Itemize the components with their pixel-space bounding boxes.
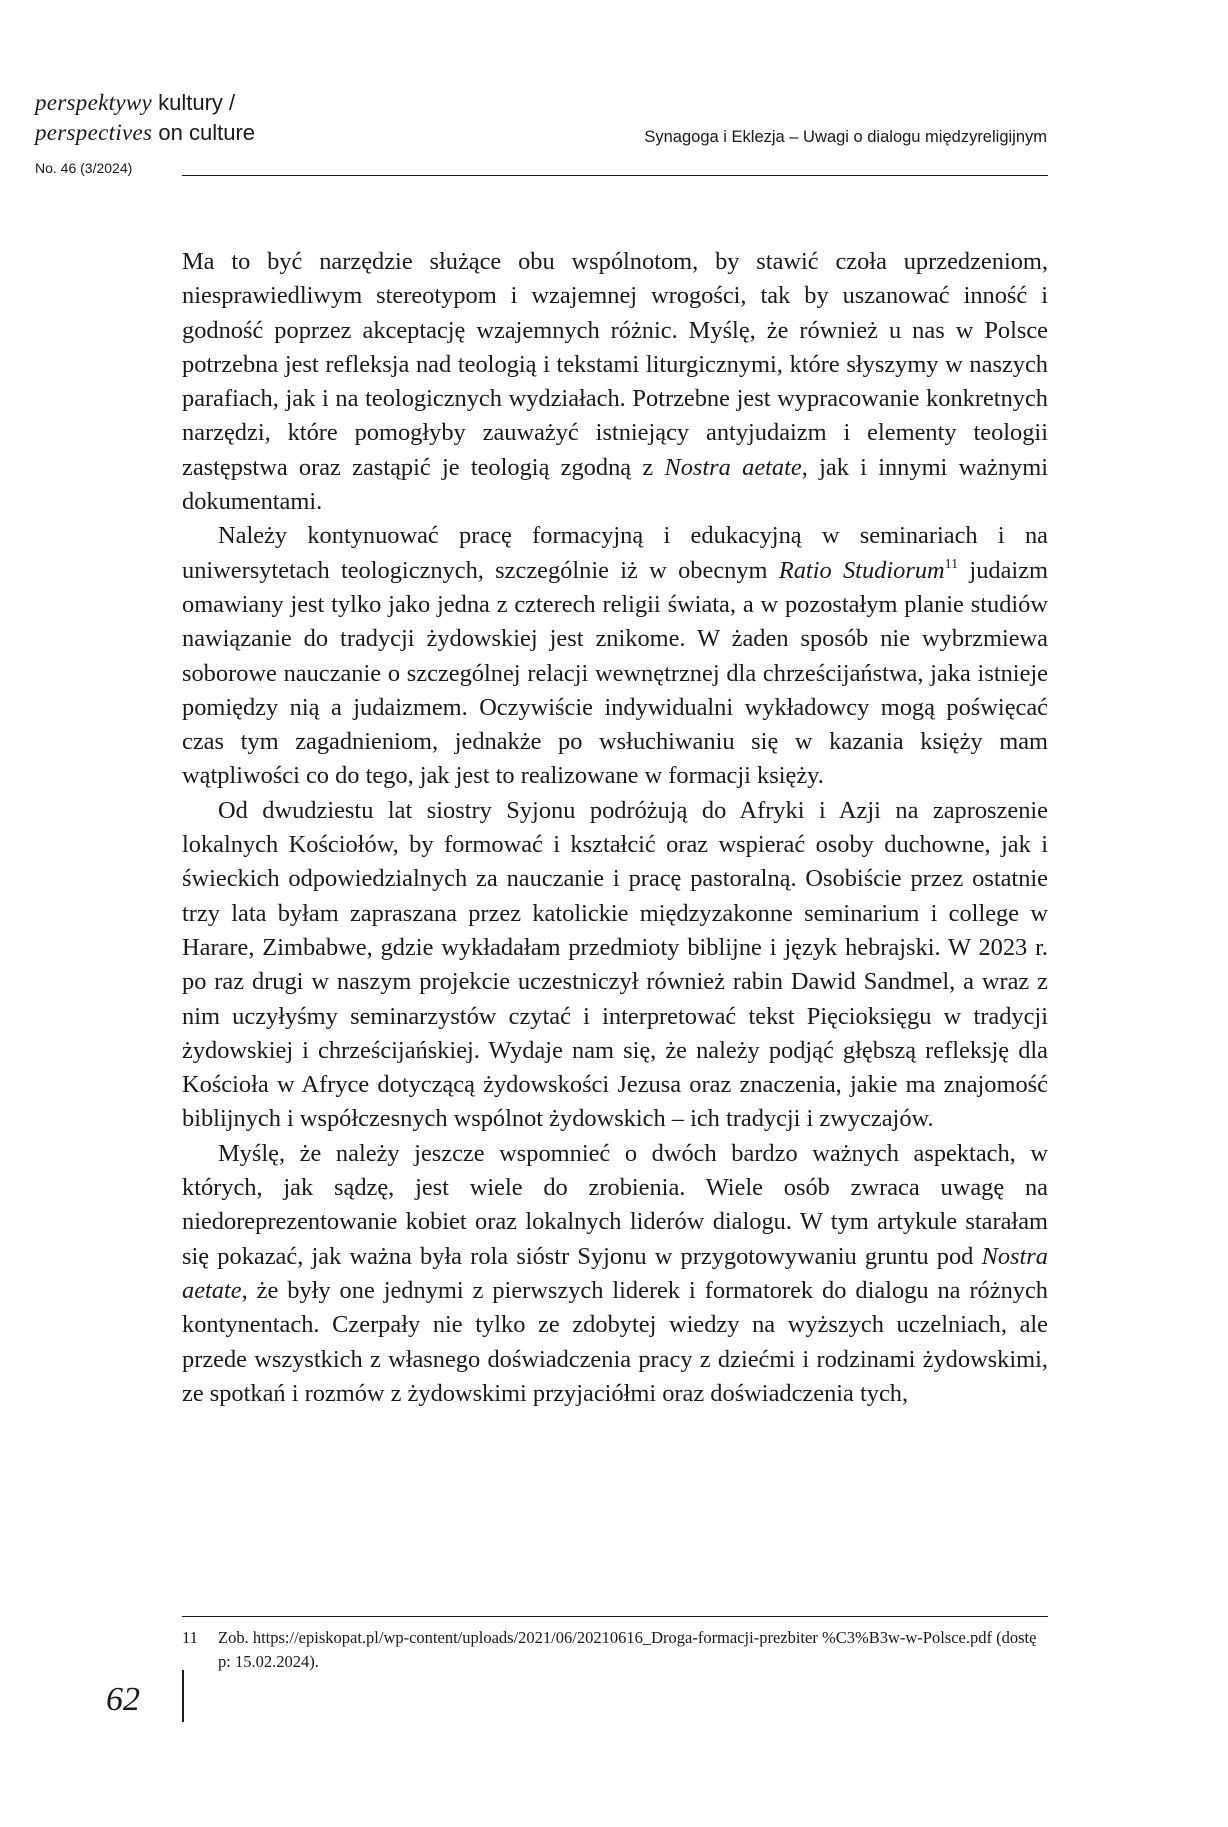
paragraph-4: [182, 1137, 1048, 1411]
page-number-divider: [182, 1670, 184, 1722]
header-rule: [182, 175, 1048, 176]
journal-masthead: [35, 88, 256, 176]
journal-title-pl: [35, 88, 255, 118]
journal-title-pl-rest: kultury /: [151, 90, 236, 115]
journal-title-en-rest: on culture: [152, 120, 256, 145]
footnote: [182, 1626, 1048, 1674]
paragraph-2-emphasis: Ratio Studiorum: [778, 556, 945, 584]
paragraph-1-emphasis: Nostra aetate: [664, 453, 802, 481]
journal-title-en: [35, 118, 255, 148]
paragraph-1: [182, 245, 1048, 519]
footnote-rule: [182, 1616, 1048, 1617]
paragraph-3: Od dwudziestu lat siostry Syjonu podróżują do Afryki i Azji na zaproszenie lokalnych Kościołów, by formować i kształcić oraz wspierać osoby duchowne, jak i świeckich odpowiedzialnych za nauczanie i pracę pastoralną. Osobiście przez ostatnie trzy lata byłam zapraszana przez katolickie międzyzakonne seminarium i college w Harare, Zimbabwe, gdzie wykładałam przedmioty biblijne i język hebrajski. W 2023 r. po raz drugi w naszym projekcie uczestniczył również rabin Dawid Sandmel, a wraz z nim uczyłyśmy seminarzystów czytać i interpretować tekst Pięcioksięgu w tradycji żydowskiej i chrześcijańskiej. Wydaje nam się, że należy podjąć głębszą refleksję dla Kościoła w Afryce dotyczącą żydowskości Jezusa oraz znaczenia, jakie ma znajomość biblijnych i współczesnych wspólnot żydowskich – ich tradycji i zwyczajów.: [182, 796, 1048, 1133]
paragraph-2-text-a: Należy kontynuować pracę formacyjną i edukacyjną w seminariach i na uniwersytetach teologicznych, szczególnie iż w obecnym: [182, 522, 1048, 584]
footnote-reference[interactable]: 11: [944, 556, 959, 572]
issue-number: No. 46 (3/2024): [35, 160, 133, 176]
paragraph-4-text-b: , że były one jednymi z pierwszych liderek i formatorek do dialogu na różnych kontynentach. Czerpały nie tylko ze zdobytej wiedzy na wyższych uczelniach, ale przede wszystkich z własnego doświadczenia pracy z dziećmi i rodzinami żydowskimi, ze spotkań i rozmów z żydowskimi przyjaciółmi oraz doświadczenia tych,: [182, 1276, 1048, 1407]
page-number: 62: [106, 1681, 140, 1718]
footnote-number: 11: [182, 1628, 198, 1647]
journal-title-pl-script: perspektywy: [35, 90, 152, 115]
journal-title-en-script: perspectives: [35, 120, 153, 145]
paragraph-4-emphasis: Nostra aetate: [182, 1242, 1048, 1304]
footnote-text: Zob. https://episkopat.pl/wp-content/uploads/2021/06/20210616_Droga-formacji-prezbiter %C3%B3w-w-Polsce.pdf (dostęp: 15.02.2024).: [218, 1628, 1037, 1671]
paragraph-1-text-b: , jak i innymi ważnymi dokumentami.: [182, 453, 1048, 516]
article-body: [182, 245, 1048, 1411]
paragraph-1-text-a: Ma to być narzędzie służące obu wspólnotom, by stawić czoła uprzedzeniom, niesprawiedliwym stereotypom i wzajemnej wrogości, tak by uszanować inność i godność poprzez akceptację wzajemnych różnic. Myślę, że również u nas w Polsce potrzebna jest refleksja nad teologią i tekstami liturgicznymi, które słyszymy w naszych parafiach, jak i na teologicznych wydziałach. Potrzebne jest wypracowanie konkretnych narzędzi, które pomogłyby zauważyć istniejący antyjudaizm i elementy teologii zastępstwa oraz zastąpić je teologią zgodną z: [182, 248, 1048, 481]
running-title: Synagoga i Eklezja – Uwagi o dialogu międzyreligijnym: [644, 128, 1047, 146]
paragraph-4-text-a: Myślę, że należy jeszcze wspomnieć o dwóch bardzo ważnych aspektach, w których, jak sądzę, jest wiele do zrobienia. Wiele osób zwraca uwagę na niedoreprezentowanie kobiet oraz lokalnych liderów dialogu. W tym artykule starałam się pokazać, jak ważna była rola sióstr Syjonu w przygotowywaniu gruntu pod: [182, 1139, 1048, 1270]
paragraph-2: [182, 519, 1048, 793]
paragraph-2-text-b: judaizm omawiany jest tylko jako jedna z czterech religii świata, a w pozostałym planie studiów nawiązanie do tradycji żydowskiej jest znikome. W żaden sposób nie wybrzmiewa soborowe nauczanie o szczególnej relacji wewnętrznej dla chrześcijaństwa, jaka istnieje pomiędzy nią a judaizmem. Oczywiście indywidualni wykładowcy mogą poświęcać czas tym zagadnieniom, jednakże po wsłuchiwaniu się w kazania księży mam wątpliwości co do tego, jak jest to realizowane w formacji księży.: [182, 556, 1048, 790]
